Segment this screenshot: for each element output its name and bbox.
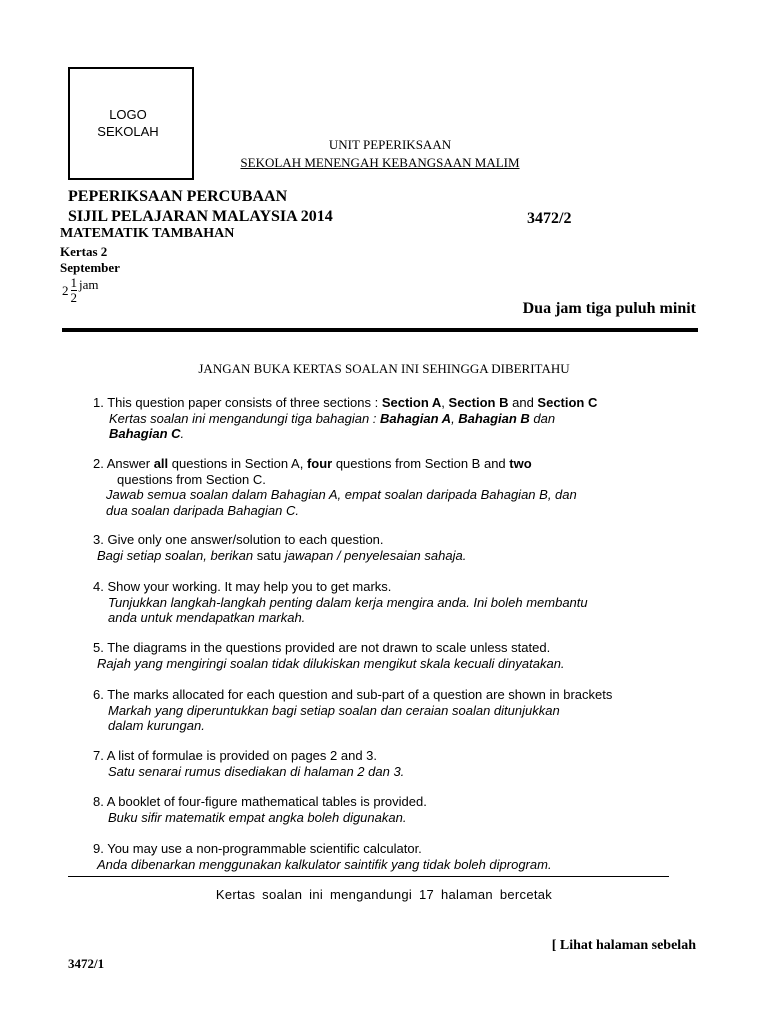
text: questions from Section B and <box>332 456 510 471</box>
instruction-5-malay: Rajah yang mengiringi soalan tidak dilukiskan mengikut skala kecuali dinyatakan. <box>97 655 565 671</box>
logo-text-line2: SEKOLAH <box>97 124 159 139</box>
text-bold: four <box>306 456 333 471</box>
instruction-4-english: 4. Show your working. It may help you to get marks. <box>93 579 392 594</box>
instruction-6-malay: Markah yang diperuntukkan bagi setiap soalan dan ceraian soalan ditunjukkan <box>108 702 560 718</box>
logo-text-line1: LOGO <box>109 107 147 122</box>
duration-denominator: 2 <box>70 290 77 305</box>
text: satu <box>256 547 282 563</box>
instruction-2-english-cont: questions from Section C. <box>117 471 266 487</box>
instruction-7-english: 7. A list of formulae is provided on pages 2 and 3. <box>93 748 378 763</box>
instruction-7-malay: Satu senarai rumus disediakan di halaman 2 dan 3. <box>108 763 405 779</box>
exam-title: PEPERIKSAAN PERCUBAAN <box>68 188 288 205</box>
subject-name: MATEMATIK TAMBAHAN <box>60 226 235 241</box>
duration-words: Dua jam tiga puluh minit <box>522 300 696 317</box>
instruction-1-english <box>93 395 597 411</box>
text-bold: two <box>509 456 532 471</box>
exam-month: September <box>60 260 120 275</box>
text-bold: Bahagian C <box>109 426 181 441</box>
text-italic: jawapan / penyelesaian sahaja. <box>281 547 467 563</box>
instruction-9-malay: Anda dibenarkan menggunakan kalkulator saintifik yang tidak boleh diprogram. <box>97 856 552 872</box>
text-bold: Section C <box>537 395 598 410</box>
unit-title: UNIT PEPERIKSAAN <box>328 137 452 152</box>
duration-whole: 2 <box>62 282 69 298</box>
instruction-1-malay <box>109 411 555 427</box>
duration-fraction <box>62 276 99 305</box>
text-bold: Section B <box>448 395 509 410</box>
footer-divider <box>68 876 669 877</box>
text-italic: Bagi setiap soalan, berikan <box>97 547 257 563</box>
instruction-3-malay <box>97 548 466 564</box>
instruction-6-malay-cont: dalam kurungan. <box>108 718 205 733</box>
paper-number: Kertas 2 <box>60 244 108 259</box>
instruction-4-malay-cont: anda untuk mendapatkan markah. <box>108 610 306 625</box>
text: . <box>180 426 185 441</box>
instruction-4-malay: Tunjukkan langkah-langkah penting dalam kerja mengira anda. Ini boleh membantu <box>108 594 588 610</box>
duration-unit: jam <box>79 276 99 292</box>
instruction-2-malay: Jawab semua soalan dalam Bahagian A, empat soalan daripada Bahagian B, dan <box>106 487 577 502</box>
warning-notice: JANGAN BUKA KERTAS SOALAN INI SEHINGGA DIBERITAHU <box>198 361 570 376</box>
instruction-8-malay: Buku sifir matematik empat angka boleh digunakan. <box>108 809 407 825</box>
text: , <box>441 395 449 410</box>
text: questions in Section A, <box>168 456 307 471</box>
duration-numerator: 1 <box>70 275 77 290</box>
exam-certificate: SIJIL PELAJARAN MALAYSIA 2014 <box>68 208 333 225</box>
text: , <box>451 410 459 426</box>
text: dan <box>529 410 556 426</box>
instruction-6-english: 6. The marks allocated for each question and sub-part of a question are shown in brackets <box>93 687 613 702</box>
text-bold: all <box>153 456 169 471</box>
text: and <box>508 395 538 410</box>
footer-paper-code: 3472/1 <box>68 956 105 971</box>
instruction-5-english: 5. The diagrams in the questions provided are not drawn to scale unless stated. <box>93 640 551 655</box>
instruction-9-english: 9. You may use a non-programmable scientific calculator. <box>93 841 422 856</box>
header-divider <box>62 328 698 332</box>
text-bold: Bahagian A <box>380 410 452 426</box>
text-bold: Bahagian B <box>458 410 530 426</box>
instruction-8-english: 8. A booklet of four-figure mathematical tables is provided. <box>93 794 427 809</box>
instruction-3-english: 3. Give only one answer/solution to each question. <box>93 532 384 547</box>
paper-code: 3472/2 <box>527 210 572 227</box>
text: 2. Answer <box>93 456 154 471</box>
next-page-note: [ Lihat halaman sebelah <box>551 938 696 953</box>
instruction-2-malay-cont: dua soalan daripada Bahagian C. <box>106 502 299 518</box>
school-name: SEKOLAH MENENGAH KEBANGSAAN MALIM <box>240 155 520 170</box>
instruction-1-malay-cont <box>109 426 184 442</box>
duration-fraction-part <box>71 276 78 305</box>
page-count-note: Kertas soalan ini mengandungi 17 halaman bercetak <box>215 887 553 902</box>
text-bold: Section A <box>381 395 442 410</box>
text: Kertas soalan ini mengandungi tiga bahagian : <box>109 410 381 426</box>
text: 1. This question paper consists of three sections : <box>93 395 382 410</box>
instruction-2-english <box>93 456 532 472</box>
school-logo-placeholder <box>88 106 168 140</box>
